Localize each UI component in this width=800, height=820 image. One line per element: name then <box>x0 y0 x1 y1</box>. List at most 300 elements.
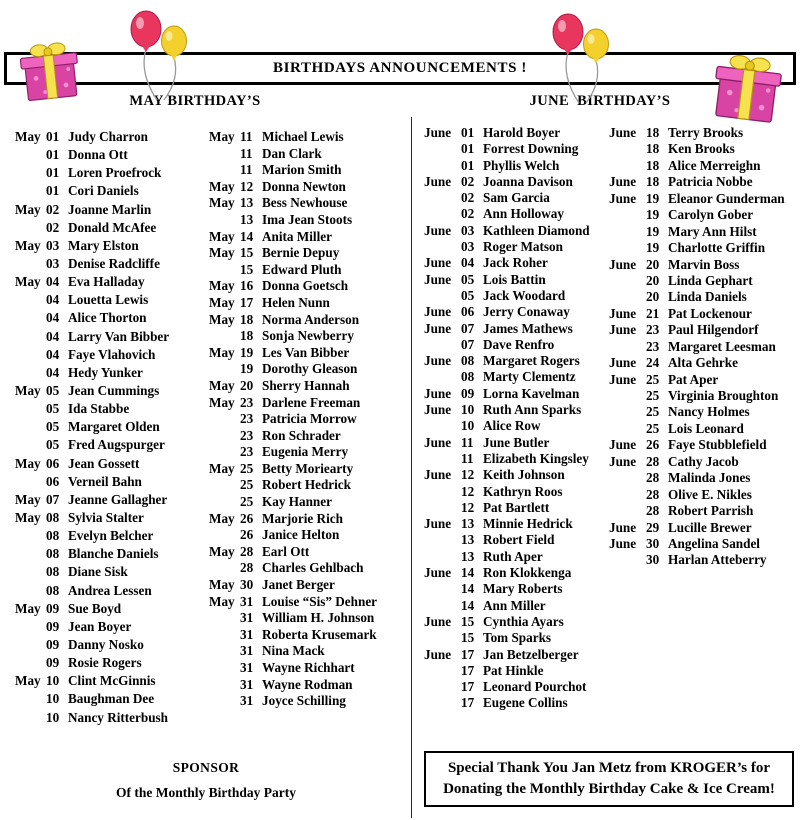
name-label: Angelina Sandel <box>668 535 760 551</box>
birthday-row <box>209 461 409 478</box>
day-label: 10 <box>46 691 60 707</box>
birthday-row <box>15 274 207 292</box>
birthday-row <box>15 256 207 274</box>
day-label: 05 <box>46 419 60 435</box>
month-label: June <box>609 256 637 272</box>
month-label: May <box>15 274 41 290</box>
birthday-row <box>424 369 608 385</box>
birthday-row <box>15 583 207 601</box>
name-label: Pat Aper <box>668 371 719 387</box>
birthday-row <box>15 601 207 619</box>
day-label: 18 <box>646 174 660 190</box>
name-label: Malinda Jones <box>668 470 751 486</box>
name-label: Jan Betzelberger <box>483 646 579 662</box>
name-label: Ann Holloway <box>483 206 564 222</box>
name-label: Denise Radcliffe <box>68 255 160 271</box>
name-label: Jack Woodard <box>483 287 566 303</box>
name-label: Olive E. Nikles <box>668 486 752 502</box>
day-label: 01 <box>46 183 60 199</box>
name-label: Marty Clementz <box>483 369 576 385</box>
birthday-row <box>424 353 608 369</box>
name-label: Harold Boyer <box>483 125 561 140</box>
day-label: 01 <box>461 125 475 140</box>
birthday-row <box>424 141 608 157</box>
birthday-row <box>209 212 409 229</box>
name-label: Kathryn Roos <box>483 483 563 499</box>
name-label: Lois Battin <box>483 271 546 287</box>
name-label: Sherry Hannah <box>262 377 350 393</box>
birthday-row <box>609 273 797 289</box>
name-label: Keith Johnson <box>483 467 565 483</box>
day-label: 04 <box>46 310 60 326</box>
birthday-row <box>209 328 409 345</box>
birthday-row <box>609 520 797 536</box>
birthday-row <box>424 630 608 646</box>
name-label: Jerry Conaway <box>483 304 570 320</box>
day-label: 26 <box>240 527 254 543</box>
name-label: Bess Newhouse <box>262 195 348 211</box>
birthday-row <box>209 494 409 511</box>
name-label: Eleanor Gunderman <box>668 190 785 206</box>
birthday-row <box>209 577 409 594</box>
day-label: 15 <box>461 630 475 646</box>
name-label: Loren Proefrock <box>68 165 162 181</box>
birthday-row <box>424 565 608 581</box>
name-label: Margaret Olden <box>68 419 160 435</box>
day-label: 24 <box>646 355 660 371</box>
month-label: June <box>609 305 637 321</box>
day-label: 31 <box>240 610 254 626</box>
day-label: 04 <box>46 274 60 290</box>
day-label: 09 <box>46 636 60 652</box>
name-label: Leonard Pourchot <box>483 679 587 695</box>
thank-you-box <box>424 751 794 807</box>
month-label: May <box>209 460 235 476</box>
name-label: Alta Gehrke <box>668 355 738 371</box>
name-label: Margaret Leesman <box>668 338 776 354</box>
day-label: 14 <box>461 581 475 597</box>
month-label: May <box>15 201 41 217</box>
name-label: Ruth Aper <box>483 548 543 564</box>
name-label: Robert Hedrick <box>262 477 351 493</box>
month-label: June <box>424 402 452 418</box>
name-label: Jean Boyer <box>68 618 132 634</box>
birthday-row <box>15 165 207 183</box>
name-label: Charles Gehlbach <box>262 560 364 576</box>
day-label: 11 <box>461 450 474 466</box>
day-label: 21 <box>646 305 660 321</box>
day-label: 11 <box>240 129 253 144</box>
name-label: Donna Newton <box>262 178 346 194</box>
day-label: 02 <box>461 173 475 189</box>
birthday-row <box>209 511 409 528</box>
month-label: June <box>424 467 452 483</box>
day-label: 02 <box>461 190 475 206</box>
birthday-row <box>209 677 409 694</box>
day-label: 28 <box>646 503 660 519</box>
day-label: 11 <box>240 145 253 161</box>
day-label: 12 <box>461 499 475 515</box>
name-label: Wayne Rodman <box>262 676 353 692</box>
month-label: June <box>609 355 637 371</box>
birthday-row <box>609 454 797 470</box>
month-label: May <box>15 455 41 471</box>
name-label: Linda Daniels <box>668 289 747 305</box>
birthday-row <box>15 492 207 510</box>
day-label: 09 <box>46 600 60 616</box>
day-label: 19 <box>646 240 660 256</box>
day-label: 14 <box>461 597 475 613</box>
day-label: 18 <box>646 141 660 157</box>
birthday-row <box>424 484 608 500</box>
day-label: 12 <box>461 483 475 499</box>
day-label: 23 <box>240 427 254 443</box>
name-label: Edward Pluth <box>262 261 342 277</box>
banner-title: BIRTHDAYS ANNOUNCEMENTS ! <box>4 52 796 85</box>
birthday-row <box>209 643 409 660</box>
month-label: May <box>209 311 235 327</box>
name-label: Lois Leonard <box>668 420 744 436</box>
day-label: 31 <box>240 660 254 675</box>
name-label: Eva Halladay <box>68 274 145 290</box>
month-label: June <box>424 125 452 140</box>
birthday-row <box>609 240 797 256</box>
name-label: Ann Miller <box>483 597 546 613</box>
birthday-row <box>609 141 797 157</box>
name-label: Marjorie Rich <box>262 510 343 526</box>
day-label: 20 <box>646 256 660 272</box>
birthday-row <box>15 456 207 474</box>
birthday-row <box>609 306 797 322</box>
day-label: 25 <box>240 460 254 476</box>
name-label: Charlotte Griffin <box>668 240 766 256</box>
birthday-row <box>424 695 608 711</box>
name-label: June Butler <box>483 434 550 450</box>
month-label: May <box>209 178 235 194</box>
day-label: 26 <box>646 437 660 453</box>
day-label: 07 <box>461 336 475 352</box>
birthday-row <box>15 710 207 728</box>
day-label: 30 <box>240 577 254 593</box>
name-label: Marion Smith <box>262 162 342 178</box>
name-label: Mary Elston <box>68 237 139 253</box>
day-label: 20 <box>646 289 660 305</box>
birthday-row <box>424 516 608 532</box>
name-label: Terry Brooks <box>668 125 744 140</box>
day-label: 03 <box>46 237 60 253</box>
month-label: June <box>424 320 452 336</box>
day-label: 04 <box>46 328 60 344</box>
name-label: Sam Garcia <box>483 190 550 206</box>
birthday-row <box>209 245 409 262</box>
name-label: Judy Charron <box>68 129 149 144</box>
birthday-row <box>209 295 409 312</box>
birthday-row <box>609 322 797 338</box>
month-label: June <box>424 385 452 401</box>
month-label: June <box>424 434 452 450</box>
name-label: Phyllis Welch <box>483 157 560 173</box>
birthday-row <box>209 395 409 412</box>
day-label: 11 <box>240 162 253 178</box>
birthday-row <box>424 206 608 222</box>
name-label: Minnie Hedrick <box>483 516 573 532</box>
name-label: Sonja Newberry <box>262 328 354 344</box>
day-label: 23 <box>646 338 660 354</box>
birthday-row <box>209 179 409 196</box>
name-label: Ron Klokkenga <box>483 565 572 581</box>
name-label: Lucille Brewer <box>668 519 752 535</box>
month-label: June <box>424 353 452 369</box>
name-label: Virginia Broughton <box>668 388 779 403</box>
name-label: Faye Stubblefield <box>668 437 767 453</box>
name-label: Paul Hilgendorf <box>668 322 759 338</box>
month-label: June <box>424 255 452 271</box>
day-label: 05 <box>46 437 60 453</box>
name-label: Robert Parrish <box>668 503 754 519</box>
day-label: 04 <box>46 346 60 362</box>
birthday-row <box>424 125 608 141</box>
month-label: June <box>424 516 452 532</box>
june-birthday-list-col2 <box>609 125 797 569</box>
birthday-row <box>15 383 207 401</box>
birthday-row <box>609 487 797 503</box>
birthday-row <box>424 647 608 663</box>
birthday-row <box>209 378 409 395</box>
month-label: May <box>209 344 235 360</box>
name-label: Clint McGinnis <box>68 673 156 689</box>
day-label: 17 <box>461 679 475 695</box>
birthday-row <box>424 451 608 467</box>
name-label: Cori Daniels <box>68 183 139 199</box>
birthday-row <box>15 365 207 383</box>
month-label: June <box>609 453 637 469</box>
day-label: 13 <box>461 516 475 532</box>
birthday-row <box>424 467 608 483</box>
june-heading: JUNE BIRTHDAY’S <box>529 93 671 109</box>
birthday-row <box>609 372 797 388</box>
day-label: 12 <box>461 467 475 483</box>
name-label: Nancy Holmes <box>668 404 750 420</box>
day-label: 12 <box>240 178 254 194</box>
name-label: Joyce Schilling <box>262 693 346 709</box>
name-label: Jean Gossett <box>68 455 140 471</box>
name-label: Darlene Freeman <box>262 394 361 410</box>
sponsor-subtitle: Of the Monthly Birthday Party <box>116 785 296 800</box>
birthday-row <box>209 610 409 627</box>
birthday-row <box>15 564 207 582</box>
name-label: Marvin Boss <box>668 256 740 272</box>
birthday-row <box>15 292 207 310</box>
day-label: 29 <box>646 519 660 535</box>
name-label: Elizabeth Kingsley <box>483 450 589 466</box>
birthday-row <box>15 619 207 637</box>
birthday-row <box>609 257 797 273</box>
month-label: May <box>209 129 235 144</box>
birthday-row <box>209 428 409 445</box>
month-label: May <box>209 543 235 559</box>
day-label: 05 <box>46 382 60 398</box>
birthday-row <box>609 470 797 486</box>
month-label: June <box>609 371 637 387</box>
name-label: Roberta Krusemark <box>262 626 377 642</box>
name-label: Nancy Ritterbush <box>68 709 169 725</box>
name-label: Hedy Yunker <box>68 364 143 380</box>
gift-icon <box>13 35 88 110</box>
name-label: Cathy Jacob <box>668 453 739 469</box>
birthday-row <box>609 158 797 174</box>
birthday-row <box>209 278 409 295</box>
birthday-row <box>424 663 608 679</box>
birthday-row <box>15 546 207 564</box>
june-birthday-list-col1 <box>424 125 608 712</box>
month-label: May <box>15 600 41 616</box>
name-label: Baughman Dee <box>68 691 155 707</box>
birthday-row <box>609 174 797 190</box>
month-label: May <box>15 237 41 253</box>
month-label: May <box>209 195 235 211</box>
birthday-row <box>209 527 409 544</box>
thank-you-line-2: Donating the Monthly Birthday Cake & Ice Cream! <box>443 781 775 797</box>
day-label: 06 <box>46 473 60 489</box>
month-label: June <box>424 646 452 662</box>
may-birthday-list-col1 <box>15 129 207 728</box>
day-label: 02 <box>461 206 475 222</box>
month-label: May <box>15 673 41 689</box>
name-label: Jeanne Gallagher <box>68 491 168 507</box>
birthday-row <box>424 190 608 206</box>
day-label: 10 <box>46 709 60 725</box>
gift-icon <box>704 46 791 133</box>
day-label: 23 <box>240 444 254 460</box>
day-label: 18 <box>646 125 660 140</box>
name-label: Carolyn Gober <box>668 207 754 223</box>
day-label: 13 <box>240 195 254 211</box>
month-label: May <box>15 129 41 144</box>
name-label: Dorothy Gleason <box>262 361 358 377</box>
name-label: Ron Schrader <box>262 427 341 443</box>
day-label: 05 <box>46 401 60 417</box>
day-label: 30 <box>646 552 660 568</box>
birthday-row <box>209 146 409 163</box>
birthday-row <box>609 404 797 420</box>
name-label: Dave Renfro <box>483 336 555 352</box>
birthday-row <box>609 552 797 568</box>
name-label: Alice Thorton <box>68 310 147 326</box>
name-label: Jack Roher <box>483 255 548 271</box>
day-label: 17 <box>461 695 475 711</box>
birthday-row <box>15 401 207 419</box>
day-label: 18 <box>240 311 254 327</box>
day-label: 10 <box>461 402 475 418</box>
day-label: 19 <box>646 207 660 223</box>
day-label: 13 <box>461 532 475 548</box>
birthday-row <box>209 312 409 329</box>
month-label: May <box>209 577 235 593</box>
day-label: 31 <box>240 643 254 659</box>
birthday-row <box>424 549 608 565</box>
name-label: Sue Boyd <box>68 600 122 616</box>
name-label: Jean Cummings <box>68 382 160 398</box>
month-label: May <box>15 491 41 507</box>
day-label: 23 <box>240 394 254 410</box>
name-label: Helen Nunn <box>262 294 330 310</box>
name-label: Ida Stabbe <box>68 401 130 417</box>
month-label: May <box>209 394 235 410</box>
name-label: Roger Matson <box>483 239 563 255</box>
month-label: June <box>609 125 637 140</box>
day-label: 25 <box>646 371 660 387</box>
day-label: 08 <box>46 564 60 580</box>
name-label: Andrea Lessen <box>68 582 152 598</box>
birthday-row <box>15 310 207 328</box>
name-label: Betty Moriearty <box>262 460 354 476</box>
month-label: June <box>424 565 452 581</box>
birthday-row <box>209 345 409 362</box>
birthday-row <box>15 655 207 673</box>
birthday-row <box>209 195 409 212</box>
birthday-row <box>424 418 608 434</box>
month-label: May <box>209 245 235 261</box>
name-label: Verneil Bahn <box>68 473 142 489</box>
month-label: May <box>209 294 235 310</box>
birthday-row <box>424 288 608 304</box>
birthday-row <box>15 147 207 165</box>
day-label: 15 <box>461 613 475 629</box>
name-label: Lorna Kavelman <box>483 385 580 401</box>
day-label: 28 <box>646 486 660 502</box>
name-label: Margaret Rogers <box>483 353 580 369</box>
name-label: Joanne Marlin <box>68 201 152 217</box>
day-label: 07 <box>46 491 60 507</box>
name-label: Janet Berger <box>262 577 335 593</box>
birthday-row <box>424 272 608 288</box>
birthday-row <box>609 289 797 305</box>
name-label: Larry Van Bibber <box>68 328 170 344</box>
day-label: 25 <box>646 420 660 436</box>
birthday-row <box>15 510 207 528</box>
day-label: 08 <box>46 509 60 525</box>
name-label: Faye Vlahovich <box>68 346 156 362</box>
name-label: Mary Ann Hilst <box>668 223 757 239</box>
name-label: Danny Nosko <box>68 636 144 652</box>
month-label: June <box>609 190 637 206</box>
balloons-icon <box>126 3 198 103</box>
name-label: Ken Brooks <box>668 141 735 157</box>
day-label: 08 <box>461 353 475 369</box>
day-label: 18 <box>240 328 254 344</box>
day-label: 13 <box>240 211 254 227</box>
birthday-row <box>15 437 207 455</box>
name-label: Blanche Daniels <box>68 546 159 562</box>
day-label: 09 <box>46 655 60 671</box>
name-label: Ima Jean Stoots <box>262 211 353 227</box>
day-label: 01 <box>461 157 475 173</box>
birthday-row <box>209 411 409 428</box>
day-label: 04 <box>46 364 60 380</box>
day-label: 07 <box>461 320 475 336</box>
day-label: 08 <box>46 528 60 544</box>
name-label: Anita Miller <box>262 228 332 244</box>
birthday-row <box>424 174 608 190</box>
day-label: 19 <box>240 361 254 377</box>
birthday-row <box>209 477 409 494</box>
birthday-row <box>209 560 409 577</box>
day-label: 23 <box>646 322 660 338</box>
day-label: 15 <box>240 261 254 277</box>
day-label: 31 <box>240 626 254 642</box>
name-label: Evelyn Belcher <box>68 528 154 544</box>
name-label: Alice Row <box>483 418 541 434</box>
